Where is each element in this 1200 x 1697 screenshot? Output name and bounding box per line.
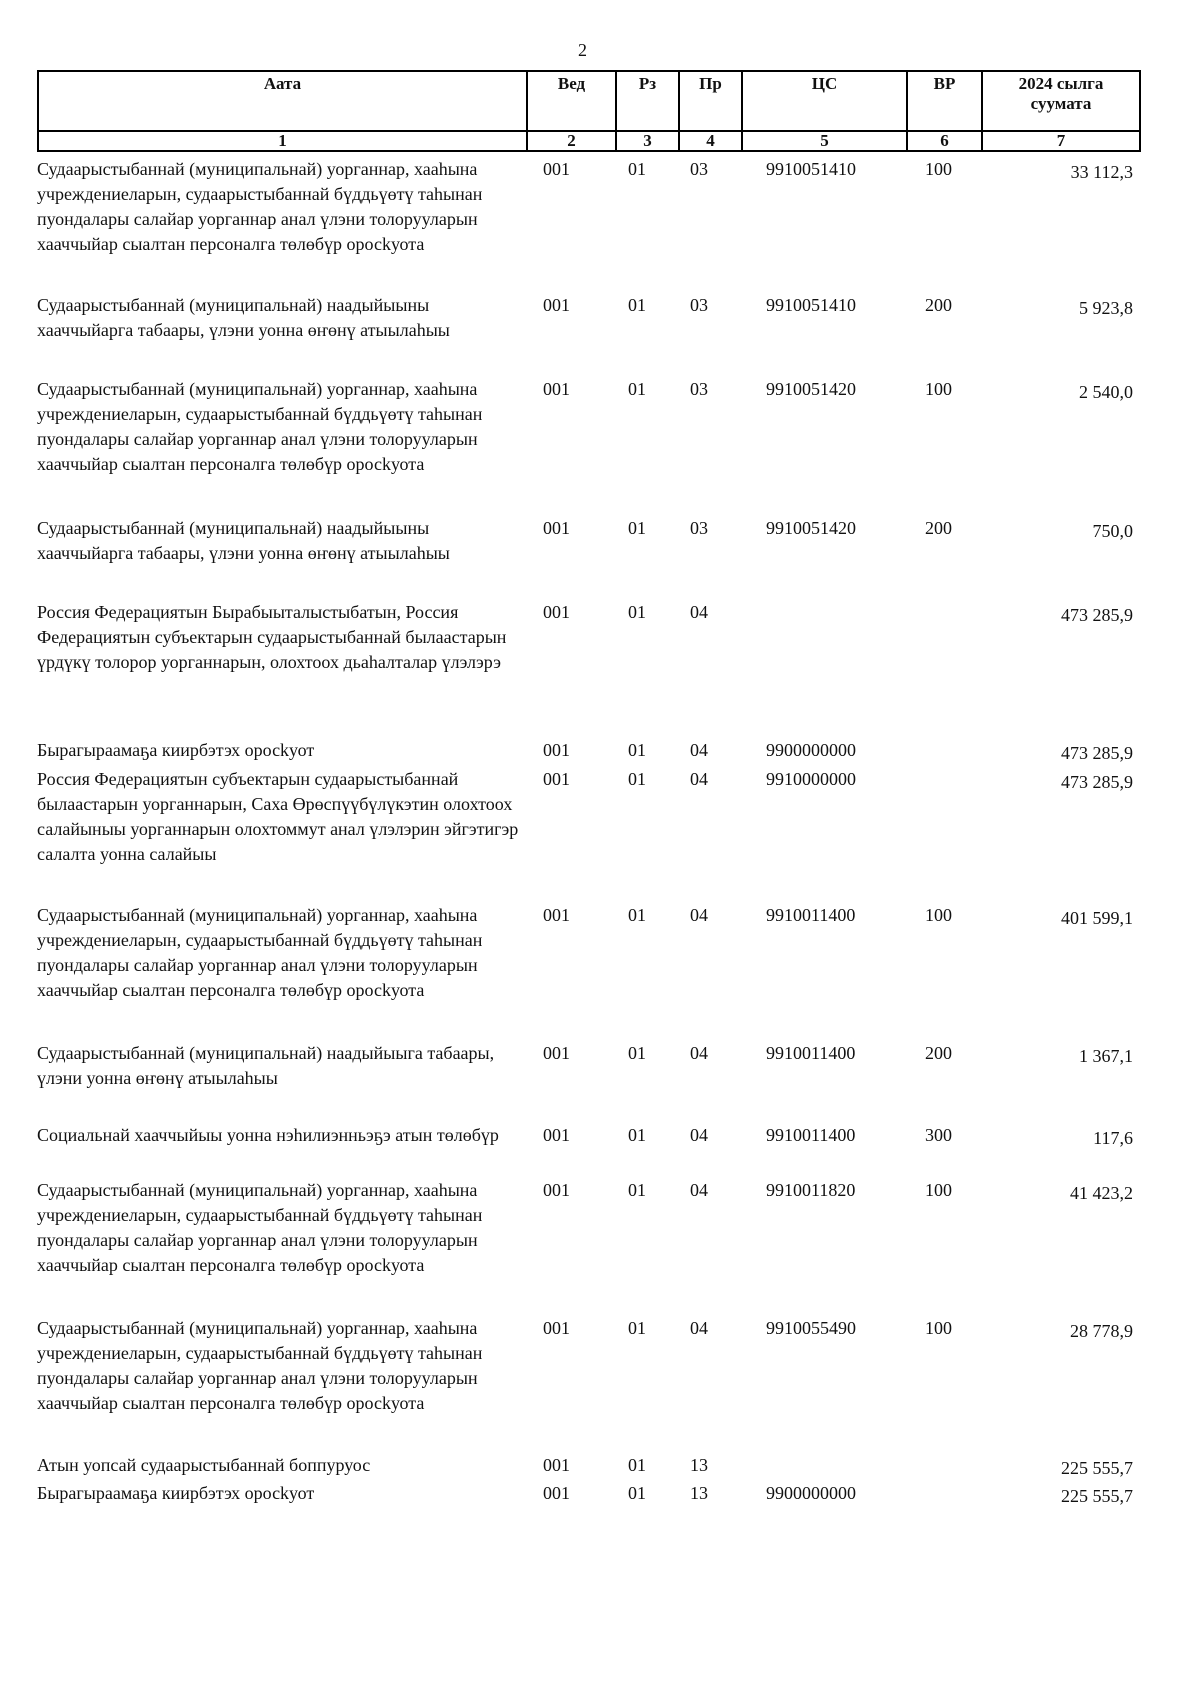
row-rz: 01 <box>628 769 646 789</box>
row-name: Атын уопсай судаарыстыбаннай боппуруос <box>37 1455 371 1475</box>
row-cs: 9910051420 <box>766 379 856 399</box>
row-name: Судаарыстыбаннай (муниципальнай) уорганнар, хааһына учреждениеларын, судаарыстыбаннай бүддьүөтү таһынан пуондалары салайар уорганнар анал үлэни толорууларын хааччыйар сыалтан персоналга төлөбүр оросkуота <box>37 379 483 474</box>
row-vr: 100 <box>925 905 952 925</box>
row-name: Судаарыстыбаннай (муниципальнай) наадыйыыга табаары, үлэни уонна өҥөнү атыылаһыы <box>37 1043 495 1088</box>
header-name: Аата <box>38 71 527 131</box>
row-sum: 473 285,9 <box>1061 743 1133 763</box>
row-pr: 04 <box>690 1318 708 1338</box>
row-rz: 01 <box>628 1483 646 1503</box>
header-ved: Вед <box>527 71 616 131</box>
row-name: Судаарыстыбаннай (муниципальнай) уорганнар, хааһына учреждениеларын, судаарыстыбаннай бүддьүөтү таһынан пуондалары салайар уорганнар анал үлэни толорууларын хааччыйар сыалтан персоналга төлөбүр оросkуота <box>37 905 483 1000</box>
row-sum: 225 555,7 <box>1061 1486 1133 1506</box>
row-pr: 04 <box>690 905 708 925</box>
header-pr: Пр <box>679 71 742 131</box>
header-num-4: 4 <box>679 131 742 151</box>
row-rz: 01 <box>628 295 646 315</box>
header-num-1: 1 <box>38 131 527 151</box>
table-header <box>37 70 1141 152</box>
header-num-7: 7 <box>982 131 1140 151</box>
row-cs: 9910055490 <box>766 1318 856 1338</box>
row-sum: 225 555,7 <box>1061 1458 1133 1478</box>
row-cs: 9910051410 <box>766 295 856 315</box>
row-pr: 04 <box>690 1043 708 1063</box>
row-sum: 28 778,9 <box>1070 1321 1133 1341</box>
row-sum: 750,0 <box>1092 521 1133 541</box>
row-rz: 01 <box>628 159 646 179</box>
row-rz: 01 <box>628 1318 646 1338</box>
row-pr: 04 <box>690 1125 708 1145</box>
header-num-6: 6 <box>907 131 982 151</box>
row-cs: 9900000000 <box>766 740 856 760</box>
row-vr: 200 <box>925 518 952 538</box>
row-cs: 9910051410 <box>766 159 856 179</box>
row-ved: 001 <box>543 1483 570 1503</box>
row-name: Судаарыстыбаннай (муниципальнай) уорганнар, хааһына учреждениеларын, судаарыстыбаннай бүддьүөтү таһынан пуондалары салайар уорганнар анал үлэни толорууларын хааччыйар сыалтан персоналга төлөбүр оросkуота <box>37 1318 483 1413</box>
row-cs: 9910000000 <box>766 769 856 789</box>
row-vr: 100 <box>925 379 952 399</box>
row-name: Социальнай хааччыйыы уонна нэһилиэнньэҕэ атын төлөбүр <box>37 1125 499 1145</box>
row-sum: 33 112,3 <box>1070 162 1133 182</box>
row-pr: 04 <box>690 769 708 789</box>
row-pr: 03 <box>690 159 708 179</box>
row-name: Россия Федерациятын Бырабыыталыстыбатын, Россия Федерациятын субъектарын судаарыстыбаннай былаастарын үрдүкү толорор уорганнарын, олохтоох дьаһалталар үлэлэрэ <box>37 602 507 672</box>
header-num-2: 2 <box>527 131 616 151</box>
row-rz: 01 <box>628 602 646 622</box>
row-ved: 001 <box>543 518 570 538</box>
row-ved: 001 <box>543 1180 570 1200</box>
row-ved: 001 <box>543 379 570 399</box>
header-cs: ЦС <box>742 71 907 131</box>
row-pr: 04 <box>690 740 708 760</box>
row-ved: 001 <box>543 1455 570 1475</box>
row-rz: 01 <box>628 1180 646 1200</box>
row-sum: 2 540,0 <box>1079 382 1133 402</box>
row-ved: 001 <box>543 602 570 622</box>
row-sum: 41 423,2 <box>1070 1183 1133 1203</box>
header-rz: Рз <box>616 71 679 131</box>
row-ved: 001 <box>543 295 570 315</box>
row-rz: 01 <box>628 518 646 538</box>
row-ved: 001 <box>543 1125 570 1145</box>
row-vr: 100 <box>925 1318 952 1338</box>
row-pr: 03 <box>690 295 708 315</box>
row-name: Судаарыстыбаннай (муниципальнай) наадыйыыны хааччыйарга табаары, үлэни уонна өҥөнү атыылаһыы <box>37 518 450 563</box>
row-cs: 9910011400 <box>766 905 856 925</box>
row-rz: 01 <box>628 1125 646 1145</box>
row-cs: 9910011400 <box>766 1125 856 1145</box>
header-sum: 2024 сылга суумата <box>982 71 1140 131</box>
row-ved: 001 <box>543 159 570 179</box>
row-name: Судаарыстыбаннай (муниципальнай) уорганнар, хааһына учреждениеларын, судаарыстыбаннай бүддьүөтү таһынан пуондалары салайар уорганнар анал үлэни толорууларын хааччыйар сыалтан персоналга төлөбүр оросkуота <box>37 1180 483 1275</box>
row-pr: 03 <box>690 518 708 538</box>
row-vr: 200 <box>925 1043 952 1063</box>
row-sum: 5 923,8 <box>1079 298 1133 318</box>
row-rz: 01 <box>628 379 646 399</box>
row-vr: 100 <box>925 159 952 179</box>
header-vr: ВР <box>907 71 982 131</box>
row-pr: 13 <box>690 1455 708 1475</box>
row-rz: 01 <box>628 740 646 760</box>
row-pr: 04 <box>690 1180 708 1200</box>
row-sum: 473 285,9 <box>1061 772 1133 792</box>
row-name: Судаарыстыбаннай (муниципальнай) наадыйыыны хааччыйарга табаары, үлэни уонна өҥөнү атыылаһыы <box>37 295 450 340</box>
row-pr: 03 <box>690 379 708 399</box>
row-sum: 117,6 <box>1093 1128 1133 1148</box>
row-sum: 1 367,1 <box>1079 1046 1133 1066</box>
row-sum: 473 285,9 <box>1061 605 1133 625</box>
row-vr: 100 <box>925 1180 952 1200</box>
row-rz: 01 <box>628 1455 646 1475</box>
row-ved: 001 <box>543 905 570 925</box>
row-cs: 9910051420 <box>766 518 856 538</box>
row-ved: 001 <box>543 1043 570 1063</box>
header-num-3: 3 <box>616 131 679 151</box>
row-ved: 001 <box>543 1318 570 1338</box>
row-ved: 001 <box>543 769 570 789</box>
row-name: Бырагыраамаҕа киирбэтэх оросkуот <box>37 1483 315 1503</box>
header-num-5: 5 <box>742 131 907 151</box>
row-ved: 001 <box>543 740 570 760</box>
row-name: Россия Федерациятын субъектарын судаарыстыбаннай былаастарын уорганнарын, Саха Өрөспүүбүлүкэтин олохтоох салайыныы уорганнарын олохтоммут анал үлэлэрин эйгэтигэр салалта уонна салайыы <box>37 769 519 864</box>
row-vr: 200 <box>925 295 952 315</box>
row-name: Судаарыстыбаннай (муниципальнай) уорганнар, хааһына учреждениеларын, судаарыстыбаннай бүддьүөтү таһынан пуондалары салайар уорганнар анал үлэни толорууларын хааччыйар сыалтан персоналга төлөбүр оросkуота <box>37 159 483 254</box>
row-name: Бырагыраамаҕа киирбэтэх оросkуот <box>37 740 315 760</box>
row-cs: 9900000000 <box>766 1483 856 1503</box>
row-vr: 300 <box>925 1125 952 1145</box>
page-number: 2 <box>578 40 587 60</box>
row-sum: 401 599,1 <box>1061 908 1133 928</box>
row-pr: 04 <box>690 602 708 622</box>
row-rz: 01 <box>628 1043 646 1063</box>
row-rz: 01 <box>628 905 646 925</box>
row-cs: 9910011820 <box>766 1180 856 1200</box>
row-pr: 13 <box>690 1483 708 1503</box>
row-cs: 9910011400 <box>766 1043 856 1063</box>
